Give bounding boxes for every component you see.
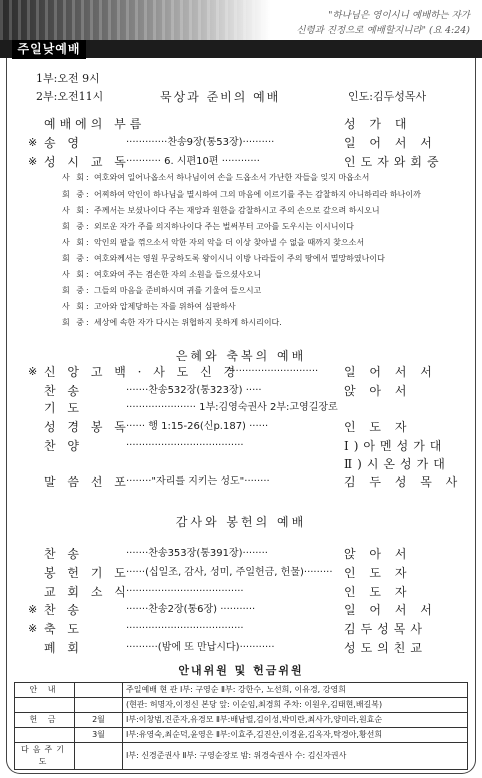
responsive-line <box>62 222 452 232</box>
order-label: 찬 양 <box>44 439 83 453</box>
order-responsible: 김 두 성 목 사 <box>344 475 463 489</box>
order-label: 송 영 <box>44 136 83 150</box>
order-row <box>0 456 482 472</box>
guide-detail: Ⅰ부:이창범,진준자,유경모 Ⅱ부:배남렬,김이성,박미란,최사가,양미라,원효순 <box>123 713 468 728</box>
responsive-line <box>62 302 452 312</box>
responsive-line <box>62 173 452 183</box>
required-standing-mark: ※ <box>28 136 38 149</box>
order-detail: ·······찬송2장(통6장) ··········· <box>126 604 256 615</box>
section-title: 주일낮예배 <box>12 40 86 59</box>
guide-head: 헌 금 <box>15 713 75 728</box>
order-row <box>0 474 482 490</box>
order-responsible: 인 도 자 <box>344 585 412 599</box>
order-detail: ····························· <box>226 366 319 377</box>
required-standing-mark: ※ <box>28 155 38 168</box>
reader-label: 사 회: <box>62 206 91 215</box>
responsive-line <box>62 254 452 264</box>
guide-head: 다음주기도 <box>15 743 75 770</box>
guide-month <box>75 698 123 713</box>
reader-label: 회 중: <box>62 318 91 327</box>
order-label: 말 씀 선 포 <box>44 475 130 489</box>
order-label: 신 앙 고 백 · 사 도 신 경 <box>44 365 240 379</box>
order-detail: ··········· 6. 시편10편 ············ <box>126 156 260 167</box>
header-photo <box>0 0 270 40</box>
reading-text: 세상에 속한 자가 다시는 위협하지 못하게 하시리이다. <box>94 318 282 327</box>
guide-month <box>75 743 123 770</box>
order-label: 찬 송 <box>44 547 83 561</box>
order-responsible: Ⅱ)시온성가대 <box>344 457 450 471</box>
order-responsible: 인도자와회중 <box>344 155 444 169</box>
order-detail: ·······찬송353장(통391장)········ <box>126 548 268 559</box>
order-label: 찬 송 <box>44 603 83 617</box>
order-detail: ········"자리를 지키는 성도"········ <box>126 476 270 487</box>
reading-text: 여호와여 일어나옵소서 하나님이여 손을 드옵소서 가난한 자들을 잊지 마옵소서 <box>94 173 370 182</box>
guide-detail: 주일예배 현 관 Ⅰ부: 구영순 Ⅱ부: 강한수, 노선희, 이유경, 강영희 <box>123 683 468 698</box>
guide-detail: Ⅰ부: 신경준권사 Ⅱ부: 구영순장로 밤: 위경숙권사 수: 김신자권사 <box>123 743 468 770</box>
order-label: 찬 송 <box>44 384 83 398</box>
responsive-line <box>62 190 452 200</box>
service-time-first: 1부:오전 9시 <box>36 72 100 85</box>
order-detail: ····································· <box>126 440 244 451</box>
order-label: 예배에의 부름 <box>44 117 146 131</box>
responsive-line <box>62 270 452 280</box>
order-detail: ··········(밤에 또 만납시다)··········· <box>126 642 275 653</box>
responsive-line <box>62 238 452 248</box>
order-label: 봉 헌 기 도 <box>44 566 130 580</box>
order-label: 교 회 소 식 <box>44 585 130 599</box>
guide-head <box>15 698 75 713</box>
guide-month: 3월 <box>75 728 123 743</box>
order-responsible: 일 어 서 서 <box>344 136 437 150</box>
order-label: 성 시 교 독 <box>44 155 130 169</box>
reading-text: 주께서는 보셨나이다 주는 재앙과 원한을 감찰하시고 주의 손으로 갚으려 하시오니 <box>94 206 380 215</box>
order-detail: ······(십일조, 감사, 성미, 주일헌금, 헌물)········· <box>126 567 333 578</box>
order-row <box>0 383 482 399</box>
section-heading: 묵상과 준비의 예배 <box>160 90 281 104</box>
header-verse <box>270 8 470 38</box>
reading-text: 어찌하여 악인이 하나님을 멸시하여 그의 마음에 이르기를 주는 감찰하지 아니하리라 하나이까 <box>94 190 421 199</box>
guide-detail: (현관: 허명자,이정신 본당 앞: 이순임,최경희 주차: 이원우,김태현,배길복) <box>123 698 468 713</box>
order-row <box>0 364 482 380</box>
guide-row <box>15 713 468 728</box>
order-row <box>0 438 482 454</box>
responsive-line <box>62 318 452 328</box>
reading-text: 악인의 팔을 꺾으소서 악한 자의 악을 더 이상 찾아낼 수 없을 때까지 찾으소서 <box>94 238 365 247</box>
order-responsible: 일 어 서 서 <box>344 603 437 617</box>
order-responsible: 인 도 자 <box>344 566 412 580</box>
section-heading-grace: 은혜와 축복의 예배 <box>175 349 307 363</box>
order-detail: ······ 행 1:15-26(신p.187) ······ <box>126 421 269 432</box>
order-label: 폐 회 <box>44 641 83 655</box>
reader-label: 회 중: <box>62 222 91 231</box>
order-row <box>0 621 482 637</box>
reader-label: 사 회: <box>62 238 91 247</box>
reading-text: 여호와여 주는 겸손한 자의 소원을 들으셨사오니 <box>94 270 262 279</box>
guide-head <box>15 728 75 743</box>
order-row <box>0 602 482 618</box>
order-row <box>0 135 482 151</box>
reading-text: 외로운 자가 주를 의지하나이다 주는 벌써부터 고아를 도우시는 이시니이다 <box>94 222 354 231</box>
verse-line: 신령과 진정으로 예배할지니라" (요 4:24) <box>296 25 470 36</box>
order-detail: ·······찬송532장(통323장) ····· <box>126 385 262 396</box>
order-responsible: 김두성목사 <box>344 622 427 636</box>
order-label: 축 도 <box>44 622 83 636</box>
guide-title: 안내위원 및 헌금위원 <box>178 664 304 677</box>
service-time-second: 2부:오전11시 <box>36 90 104 103</box>
order-row <box>0 154 482 170</box>
worship-leader: 인도:김두성목사 <box>348 90 427 103</box>
guide-row <box>15 698 468 713</box>
verse-line: "하나님은 영이시니 예배하는 자가 <box>328 10 470 21</box>
order-row <box>0 565 482 581</box>
reading-text: 여호와께서는 영원 무궁하도록 왕이시니 이방 나라들이 주의 땅에서 멸망하였나이다 <box>94 254 385 263</box>
order-detail: ······················ 1부:김영숙권사 2부:고영길장로 <box>126 402 338 413</box>
section-heading-thanks: 감사와 봉헌의 예배 <box>175 515 307 529</box>
guide-detail: Ⅰ부:유영숙,최순덕,윤영은 Ⅱ부:이효주,김진산,이경윤,김옥자,탁경아,황선희 <box>123 728 468 743</box>
reading-text: 그들의 마음을 준비하시며 귀를 기울여 들으시고 <box>94 286 262 295</box>
order-row <box>0 584 482 600</box>
guide-month <box>75 683 123 698</box>
order-row <box>0 640 482 656</box>
order-label: 기 도 <box>44 401 83 415</box>
order-responsible: 인 도 자 <box>344 420 412 434</box>
guide-month: 2월 <box>75 713 123 728</box>
reader-label: 사 회: <box>62 270 91 279</box>
order-detail: ····································· <box>126 623 244 634</box>
guide-table <box>14 682 468 770</box>
order-responsible: 앉 아 서 <box>344 547 412 561</box>
guide-head: 안 내 <box>15 683 75 698</box>
responsive-line <box>62 206 452 216</box>
order-row <box>0 116 482 132</box>
order-responsible: 성 가 대 <box>344 117 412 131</box>
order-detail: ·············찬송9장(통53장)·········· <box>126 137 275 148</box>
order-responsible: 일 어 서 서 <box>344 365 437 379</box>
order-row <box>0 419 482 435</box>
responsive-line <box>62 286 452 296</box>
reader-label: 회 중: <box>62 286 91 295</box>
reader-label: 회 중: <box>62 254 91 263</box>
guide-row <box>15 683 468 698</box>
reader-label: 회 중: <box>62 190 91 199</box>
required-standing-mark: ※ <box>28 365 38 378</box>
reader-label: 사 회: <box>62 173 91 182</box>
order-detail: ····································· <box>126 586 244 597</box>
order-label: 성 경 봉 독 <box>44 420 130 434</box>
guide-row <box>15 743 468 770</box>
order-responsible: 성도의친교 <box>344 641 427 655</box>
order-row <box>0 400 482 416</box>
reading-text: 고아와 압제당하는 자를 위하여 심판하사 <box>94 302 236 311</box>
guide-row <box>15 728 468 743</box>
order-responsible: Ⅰ)아멘성가대 <box>344 439 447 453</box>
reader-label: 사 회: <box>62 302 91 311</box>
required-standing-mark: ※ <box>28 603 38 616</box>
order-row <box>0 546 482 562</box>
required-standing-mark: ※ <box>28 622 38 635</box>
order-responsible: 앉 아 서 <box>344 384 412 398</box>
